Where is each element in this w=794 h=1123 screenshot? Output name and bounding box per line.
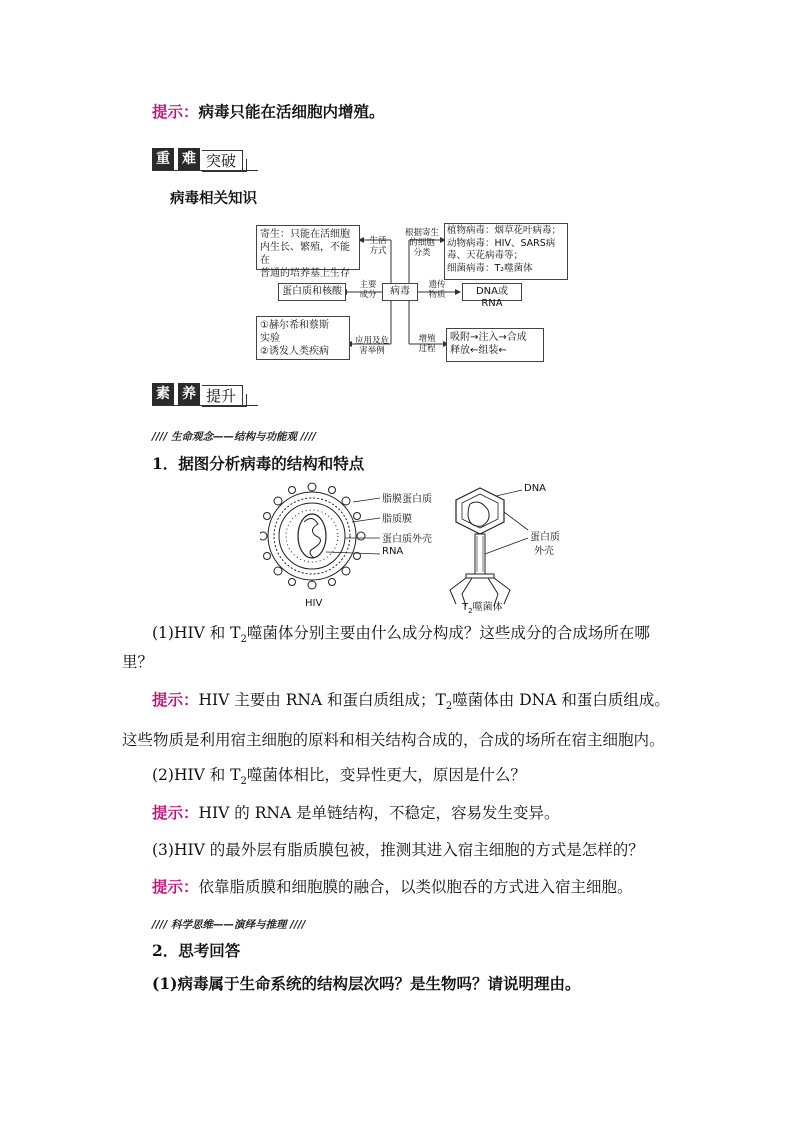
virus-center-box: 病毒 <box>382 283 418 301</box>
question-1-2: (2)HIV 和 $T_2$噬菌体相比，变异性更大，原因是什么？ <box>152 766 526 787</box>
virus-structure-figure <box>260 482 590 615</box>
knowledge-title: 病毒相关知识 <box>170 190 257 207</box>
host-label: 根据寄生 的细胞 分类 <box>404 228 439 258</box>
hiv-drawing <box>260 483 380 589</box>
replication-box: 吸附→注入→合成 释放←组装← <box>446 328 544 362</box>
question-1-3: (3)HIV 的最外层有脂质膜包被，推测其进入宿主细胞的方式是怎样的？ <box>152 841 644 859</box>
question-2-1: (1)病毒属于生命系统的结构层次吗？是生物吗？请说明理由。 <box>152 974 581 993</box>
phage-caption: $T_2$噬菌体 <box>462 602 503 615</box>
application-label: 应用及危 害举例 <box>354 336 389 356</box>
label-rna: RNA <box>382 546 404 557</box>
label-dna: DNA <box>524 483 547 494</box>
section-banner-literacy: 素 养 提升 <box>152 383 258 407</box>
question-1-title: 1．据图分析病毒的结构和特点 <box>152 454 365 473</box>
virus-classes-box: 植物病毒：烟草花叶病毒； 动物病毒：HIV、SARS病 毒、天花病毒等； 细菌病毒：T₂噬菌体 <box>444 223 568 280</box>
question-1-1-cont: 里？ <box>122 653 154 671</box>
answer-1-2: 提示：HIV 的 RNA 是单链结构，不稳定，容易发生变异。 <box>152 803 560 822</box>
genetic-label: 遗传 物质 <box>428 280 446 300</box>
label-coat: 外壳 <box>534 546 554 557</box>
concept-map <box>250 220 562 365</box>
genetic-material-box: DNA或RNA <box>462 283 522 301</box>
top-hint: 提示：病毒只能在活细胞内增殖。 <box>152 102 385 121</box>
parasitism-box: 寄生：只能在活细胞 内生长、繁殖，不能在 普通的培养基上生存 <box>256 225 360 270</box>
components-box: 蛋白质和核酸 <box>278 283 346 301</box>
label-protein: 蛋白质 <box>530 532 560 543</box>
subhead-scientific-thinking: //// 科学思维——演绎与推理 //// <box>152 919 306 931</box>
question-2-title: 2．思考回答 <box>152 941 241 960</box>
label-protein-coat: 蛋白质外壳 <box>382 534 432 545</box>
answer-1-1-cont: 这些物质是利用宿主细胞的原料和相关结构合成的，合成的场所在宿主细胞内。 <box>122 731 665 749</box>
label-lipid-membrane: 脂质膜 <box>382 514 412 525</box>
replication-label: 增殖 过程 <box>418 334 436 354</box>
phage-drawing <box>450 488 528 606</box>
label-lipid-membrane-protein: 脂膜蛋白质 <box>382 494 432 505</box>
subhead-life-concept: //// 生命观念——结构与功能观 //// <box>152 431 316 443</box>
question-1-1: (1)HIV 和 $T_2$噬菌体分别主要由什么成分构成？这些成分的合成场所在哪 <box>152 624 650 645</box>
lifestyle-label: 生活 方式 <box>369 236 387 256</box>
answer-1-1: 提示：HIV 主要由 RNA 和蛋白质组成；$T_2$噬菌体由 DNA 和蛋白质组成。 <box>152 690 670 712</box>
application-box: ①赫尔希和蔡斯 实验 ②诱发人类疾病 <box>256 316 350 360</box>
composition-label: 主要 成分 <box>359 280 377 300</box>
section-banner-difficulty: 重 难 突破 <box>152 148 258 172</box>
hiv-caption: HIV <box>305 598 323 609</box>
answer-1-3: 提示：依靠脂质膜和细胞膜的融合，以类似胞吞的方式进入宿主细胞。 <box>152 877 633 896</box>
